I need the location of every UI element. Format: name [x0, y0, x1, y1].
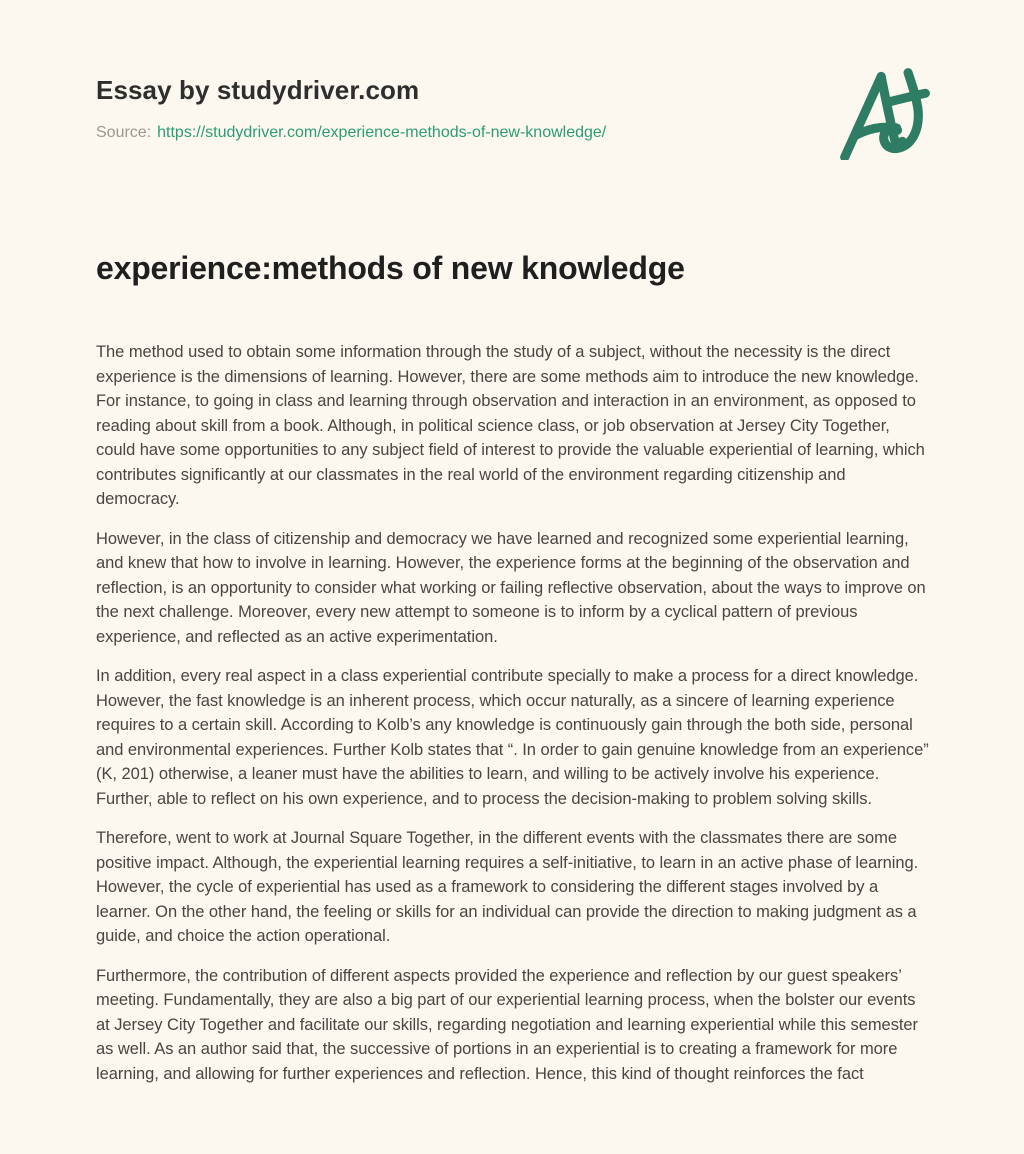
studydriver-a-plus-logo-icon	[838, 64, 934, 160]
essay-paragraph: Furthermore, the contribution of different aspects provided the experience and reflection by our guest speakers’ meeting. Fundamentally, they are also a big part of our experiential learning process, when the bolster our events at Jersey City Together and facilitate our skills, regarding negotiation and learning experiential while this semester as well. As an author said that, the successive of portions in an experiential is to creating a framework for more learning, and allowing for further experiences and reflection. Hence, this kind of thought reinforces the fact	[96, 966, 918, 1083]
source-label: Source:	[96, 123, 152, 141]
essay-paragraph: In addition, every real aspect in a class experiential contribute specially to make a process for a direct knowledge. However, the fast knowledge is an inherent process, which occur naturally, as a sincere of learning experience requires to a certain skill. According to Kolb’s any knowledge is continuously gain through the both side, personal and environmental experiences. Further Kolb states that “. In order to gain genuine knowledge from an experience” (K, 201) otherwise, a leaner must have the abilities to learn, and willing to be actively involve his experience. Further, able to reflect on his own experience, and to process the decision-making to problem solving skills.	[96, 667, 929, 808]
source-row	[96, 123, 606, 144]
page-header	[96, 76, 930, 160]
essay-body	[96, 340, 932, 1086]
essay-paragraph: Therefore, went to work at Journal Square Together, in the different events with the classmates there are some positive impact. Although, the experiential learning requires a self-initiative, to learn in an active phase of learning. However, the cycle of experiential has used as a framework to considering the different stages involved by a learner. On the other hand, the feeling or skills for an individual can provide the direction to making judgment as a guide, and choice the action operational.	[96, 829, 919, 945]
essay-title: experience:methods of new knowledge	[96, 250, 685, 286]
essay-paragraph: The method used to obtain some information through the study of a subject, without the necessity is the direct experience is the dimensions of learning. However, there are some methods aim to introduce the new knowledge. For instance, to going in class and learning through observation and interaction in an environment, as opposed to reading about skill from a book. Although, in political science class, or job observation at Jersey City Together, could have some opportunities to any subject field of interest to provide the valuable experiential of learning, which contributes significantly at our classmates in the real world of the environment regarding citizenship and democracy.	[96, 343, 925, 508]
essay-paragraph: However, in the class of citizenship and democracy we have learned and recognized some experiential learning, and knew that how to involve in learning. However, the experience forms at the beginning of the observation and reflection, is an opportunity to consider what working or failing reflective observation, about the ways to improve on the next challenge. Moreover, every new attempt to someone is to inform by a cyclical pattern of previous experience, and reflected as an active experimentation.	[96, 529, 926, 646]
header-text-block	[96, 76, 606, 144]
source-url-link[interactable]: https://studydriver.com/experience-methods-of-new-knowledge/	[157, 123, 607, 141]
essay-byline: Essay by studydriver.com	[96, 75, 420, 105]
